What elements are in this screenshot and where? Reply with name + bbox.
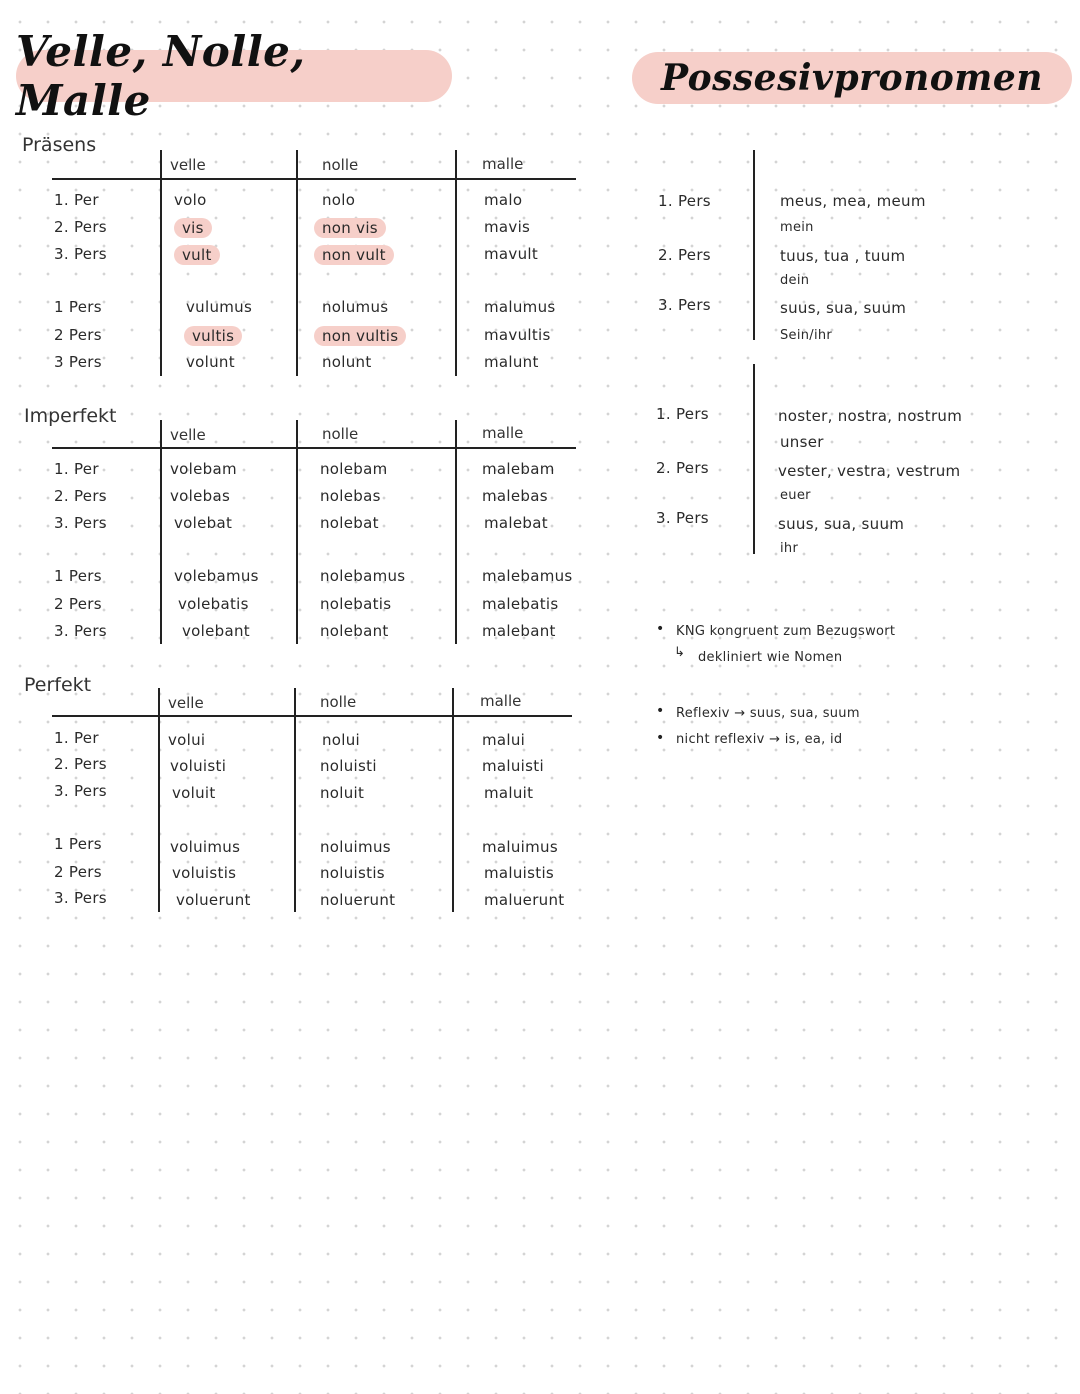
- person-label: 3. Pers: [54, 782, 107, 800]
- velle-form: volo: [174, 191, 207, 209]
- title-possessivpronomen: Possesivpronomen: [632, 52, 1072, 104]
- person-label: 1. Per: [54, 729, 99, 747]
- nolle-form: noluimus: [320, 838, 391, 856]
- velle-form-highlight: vis: [174, 218, 212, 238]
- possessive-forms: noster, nostra, nostrum: [778, 407, 963, 425]
- table-rule-header: [52, 447, 576, 449]
- velle-form: volebatis: [178, 595, 249, 613]
- title-velle-nolle-malle: Velle, Nolle, Malle: [16, 50, 452, 102]
- velle-form: voluistis: [172, 864, 237, 882]
- possessive-person: 3. Pers: [656, 509, 709, 527]
- possessive-meaning: mein: [780, 220, 814, 235]
- possessive-meaning: euer: [780, 488, 811, 503]
- col-head-malle: malle: [482, 424, 524, 442]
- nolle-form: noluerunt: [320, 891, 396, 909]
- possessive-forms: suus, sua, suum: [778, 515, 905, 533]
- malle-form: mavult: [484, 245, 539, 263]
- table-rule-vertical: [455, 420, 457, 644]
- velle-form: voluimus: [170, 838, 241, 856]
- col-head-velle: velle: [170, 156, 206, 174]
- nolle-form: nolebatis: [320, 595, 392, 613]
- possessive-person: 2. Pers: [656, 459, 709, 477]
- malle-form: malebatis: [482, 595, 559, 613]
- velle-form: voluit: [172, 784, 216, 802]
- velle-form-highlight: vultis: [184, 326, 242, 346]
- table-rule-header: [52, 715, 572, 717]
- table-rule-header: [52, 178, 576, 180]
- velle-form: volunt: [186, 353, 235, 371]
- velle-form: volui: [168, 731, 206, 749]
- note-dekliniert: dekliniert wie Nomen: [698, 650, 843, 665]
- note-nicht-reflexiv: nicht reflexiv → is, ea, id: [676, 732, 843, 747]
- col-head-nolle: nolle: [320, 693, 357, 711]
- nolle-form: noluisti: [320, 757, 377, 775]
- table-rule-vertical: [158, 688, 160, 912]
- person-label: 3. Pers: [54, 245, 107, 263]
- possessive-meaning: unser: [780, 433, 824, 451]
- velle-form: volebat: [174, 514, 233, 532]
- person-label: 1 Pers: [54, 298, 102, 316]
- note-reflexiv: Reflexiv → suus, sua, suum: [676, 706, 860, 721]
- possessive-meaning: dein: [780, 273, 810, 288]
- table-rule-vertical: [160, 420, 162, 644]
- table-rule-vertical: [296, 150, 298, 376]
- nolle-form: nolebas: [320, 487, 381, 505]
- velle-form: volebam: [170, 460, 237, 478]
- col-head-malle: malle: [482, 155, 524, 173]
- person-label: 2. Pers: [54, 218, 107, 236]
- person-label: 2. Pers: [54, 755, 107, 773]
- nolle-form: nolo: [322, 191, 356, 209]
- person-label: 2. Pers: [54, 487, 107, 505]
- malle-form: malui: [482, 731, 526, 749]
- malle-form: malebat: [484, 514, 548, 532]
- table-rule-vertical: [160, 150, 162, 376]
- person-label: 3. Pers: [54, 514, 107, 532]
- bullet-point: •: [656, 730, 665, 746]
- nolle-form: nolui: [322, 731, 361, 749]
- velle-form-highlight: vult: [174, 245, 220, 265]
- col-head-velle: velle: [168, 694, 204, 712]
- arrow-icon: ↳: [674, 645, 686, 660]
- person-label: 2 Pers: [54, 595, 102, 613]
- possessive-forms: suus, sua, suum: [780, 299, 907, 317]
- table-rule-vertical: [294, 688, 296, 912]
- possessive-person: 1. Pers: [656, 405, 709, 423]
- malle-form: malebas: [482, 487, 548, 505]
- velle-form: voluerunt: [176, 891, 251, 909]
- possessive-forms: meus, mea, meum: [780, 192, 926, 210]
- velle-form: vulumus: [186, 298, 253, 316]
- velle-form: volebamus: [174, 567, 259, 585]
- person-label: 3. Pers: [54, 622, 107, 640]
- nolle-form: noluit: [320, 784, 365, 802]
- person-label: 1. Per: [54, 460, 99, 478]
- possessive-meaning: ihr: [780, 541, 799, 556]
- nolle-form: nolumus: [322, 298, 389, 316]
- possessive-meaning: Sein/ihr: [780, 328, 833, 343]
- nolle-form: nolebamus: [320, 567, 406, 585]
- velle-form: volebas: [170, 487, 231, 505]
- possessive-person: 2. Pers: [658, 246, 711, 264]
- person-label: 1 Pers: [54, 567, 102, 585]
- person-label: 3 Pers: [54, 353, 102, 371]
- possessive-forms: tuus, tua , tuum: [780, 247, 906, 265]
- bullet-point: •: [656, 621, 665, 637]
- malle-form: malebamus: [482, 567, 573, 585]
- possessive-rule-plural: [753, 364, 755, 554]
- col-head-malle: malle: [480, 692, 522, 710]
- malle-form: maluimus: [482, 838, 558, 856]
- nolle-form: nolebant: [320, 622, 389, 640]
- col-head-velle: velle: [170, 426, 206, 444]
- person-label: 2 Pers: [54, 326, 102, 344]
- possessive-person: 1. Pers: [658, 192, 711, 210]
- malle-form: malunt: [484, 353, 539, 371]
- malle-form: maluit: [484, 784, 534, 802]
- table-rule-vertical: [452, 688, 454, 912]
- malle-form: mavis: [484, 218, 531, 236]
- malle-form: maluisti: [482, 757, 544, 775]
- nolle-form: nolebam: [320, 460, 388, 478]
- nolle-form-highlight: non vis: [314, 218, 386, 238]
- person-label: 1 Pers: [54, 835, 102, 853]
- malle-form: mavultis: [484, 326, 551, 344]
- nolle-form: nolunt: [322, 353, 372, 371]
- possessive-person: 3. Pers: [658, 296, 711, 314]
- person-label: 1. Per: [54, 191, 99, 209]
- velle-form: voluisti: [170, 757, 227, 775]
- malle-form: malumus: [484, 298, 556, 316]
- section-label-perfekt: Perfekt: [24, 674, 92, 696]
- person-label: 3. Pers: [54, 889, 107, 907]
- table-rule-vertical: [455, 150, 457, 376]
- col-head-nolle: nolle: [322, 425, 359, 443]
- malle-form: malebant: [482, 622, 556, 640]
- velle-form: volebant: [182, 622, 250, 640]
- malle-form: malo: [484, 191, 523, 209]
- possessive-forms: vester, vestra, vestrum: [778, 462, 961, 480]
- col-head-nolle: nolle: [322, 156, 359, 174]
- possessive-rule-singular: [753, 150, 755, 340]
- malle-form: maluistis: [484, 864, 555, 882]
- bullet-point: •: [656, 703, 665, 719]
- person-label: 2 Pers: [54, 863, 102, 881]
- nolle-form-highlight: non vult: [314, 245, 394, 265]
- malle-form: malebam: [482, 460, 555, 478]
- note-kng: KNG kongruent zum Bezugswort: [676, 624, 896, 639]
- table-rule-vertical: [296, 420, 298, 644]
- section-label-imperfekt: Imperfekt: [24, 405, 117, 427]
- section-label-praesens: Präsens: [22, 134, 97, 156]
- nolle-form: nolebat: [320, 514, 379, 532]
- nolle-form-highlight: non vultis: [314, 326, 406, 346]
- malle-form: maluerunt: [484, 891, 565, 909]
- nolle-form: noluistis: [320, 864, 385, 882]
